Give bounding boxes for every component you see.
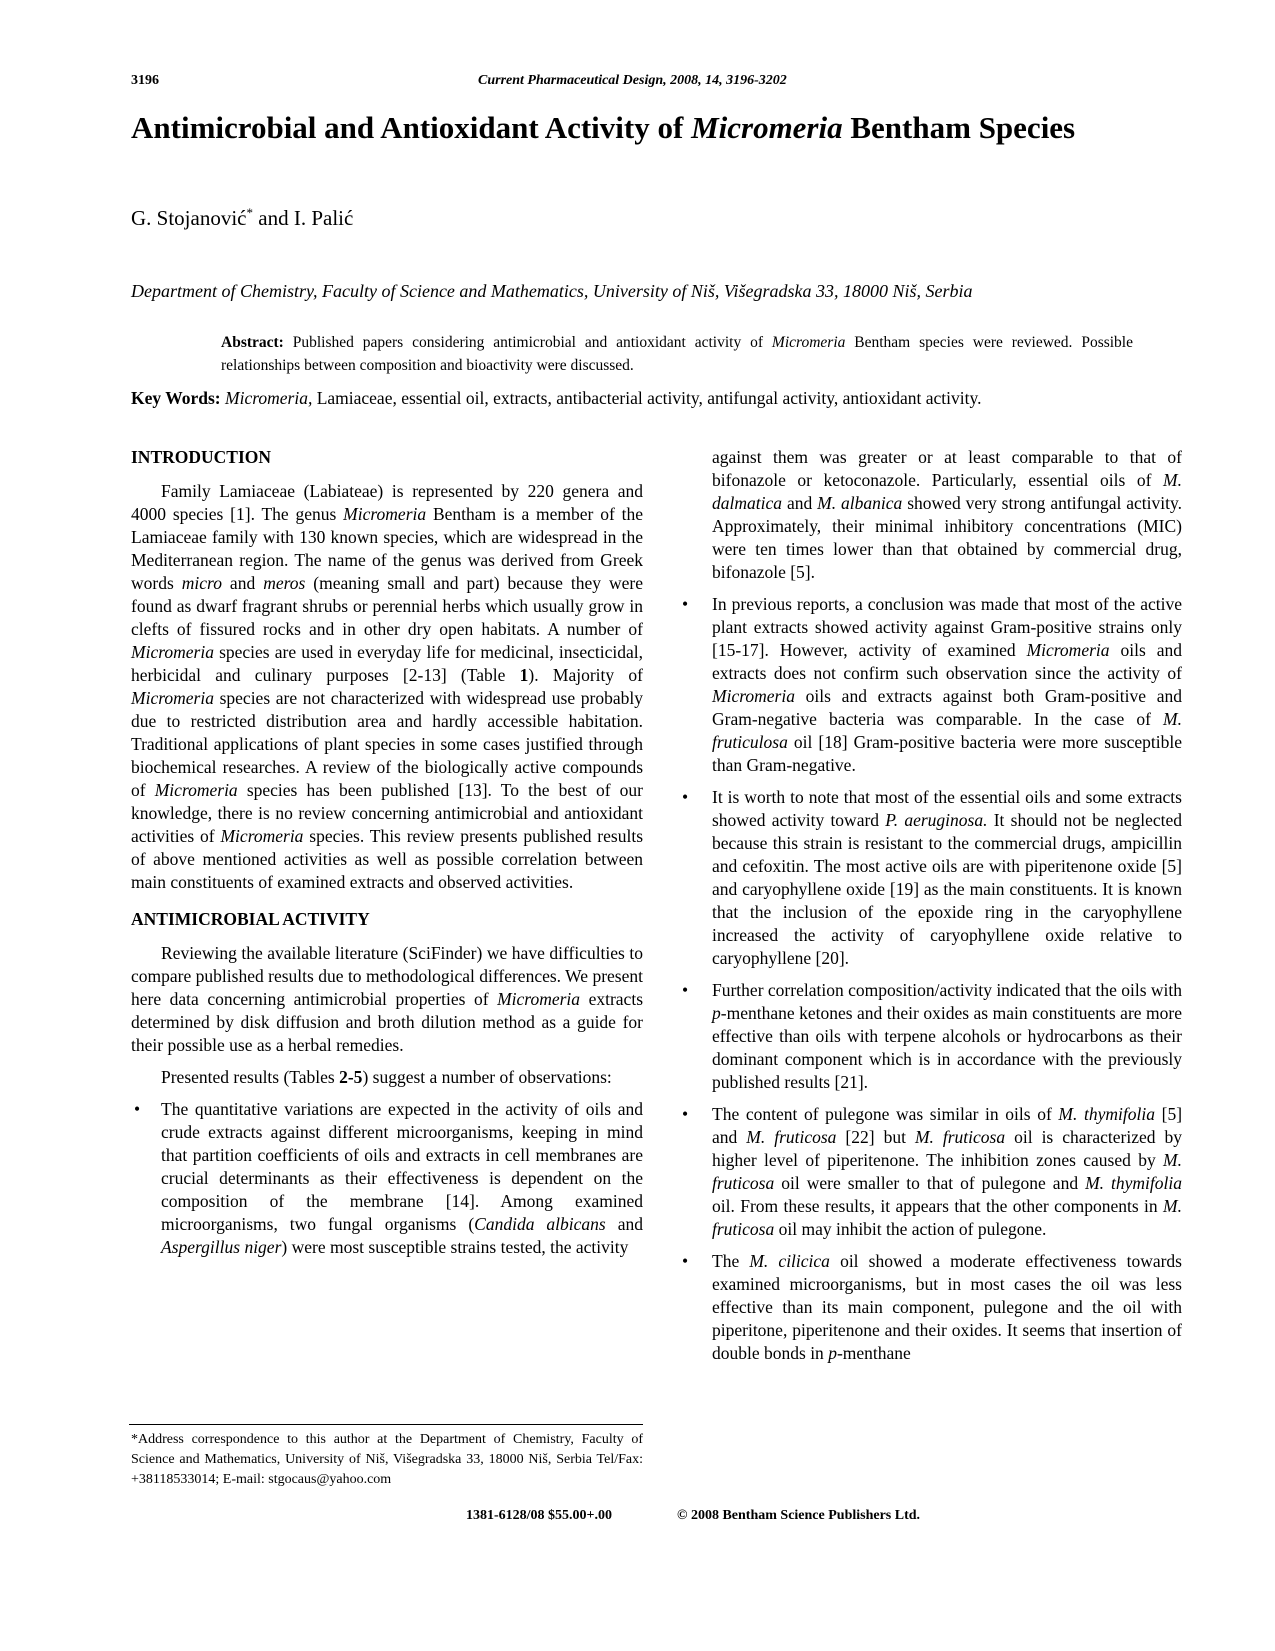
observation-item-2: • In previous reports, a conclusion was made that most of the active plant extracts showed activity against Gram-positive strains only [15-17]. However, activity of examined Micromeria oils and extracts does not confirm such observation since the activity of Micromeria oils and extracts against both Gram-positive and Gram-negative bacteria was comparable. In the case of M. fruticulosa oil [18] Gram-positive bacteria were more susceptible than Gram-negative. [682,594,1182,775]
bullet-marker: • [682,594,689,614]
bullet-marker: • [134,1099,141,1119]
keywords [131,388,981,409]
right-column [670,446,1182,1374]
journal-volume: 14 [705,73,720,88]
observation-item-5: • The content of pulegone was similar in oils of M. thymifolia [5] and M. fruticosa [22] but M. fruticosa oil is characterized by higher level of piperitenone. The inhibition zones caused by M. fruticosa oil were smaller to that of pulegone and M. thymifolia oil. From these results, it appears that the other components in M. fruticosa oil may inhibit the action of pulegone. [682,1104,1183,1239]
title-text-end: Bentham Species [842,110,1076,145]
bullet-marker: • [682,980,689,1000]
antimicrobial-paragraph-1: Reviewing the available literature (SciFinder) we have difficulties to compare published results due to methodological differences. We present here data concerning antimicrobial properties of Micromeria extracts determined by disk diffusion and broth dilution method as a guide for their possible use as a herbal remedies. [131,943,643,1055]
journal-pages: 3196-3202 [726,73,787,88]
abstract-label: Abstract: [221,334,284,351]
bullet-marker: • [682,787,689,807]
observation-item-6: • The M. cilicica oil showed a moderate effectiveness towards examined microorganisms, but in most cases the oil was less effective than its main component, pulegone and the oil with piperitone, piperitenone and their oxides. It seems that insertion of double bonds in p-menthane [682,1251,1182,1363]
observation-item-1-continued: against them was greater or at least comparable to that of bifonazole or ketoconazole. Particularly, essential oils of M. dalmatica and M. albanica showed very strong antifungal activity. Approximately, their minimal inhibitory concentrations (MIC) were ten times lower than that obtained by commercial drug, bifonazole [5]. [712,447,1182,582]
correspondence-footnote: *Address correspondence to this author at the Department of Chemistry, Faculty of Science and Mathematics, University of Niš, Višegradska 33, 18000 Niš, Serbia Tel/Fax: +38118533014; E-mail: stgocaus@yahoo.com [131,1432,643,1487]
abstract-text: Published papers considering antimicrobial and antioxidant activity of [283,334,772,351]
journal-year: 2008 [670,73,699,88]
corresponding-marker: * [246,205,253,220]
observations-list-continued [670,446,1182,1365]
abstract-genus: Micromeria [771,334,846,351]
bullet-marker: • [682,1251,689,1271]
observation-item-3: • It is worth to note that most of the essential oils and some extracts showed activity toward P. aeruginosa. It should not be neglected because this strain is resistant to the commercial drugs, ampicillin and cefoxitin. The most active oils are with piperitenone oxide [5] and caryophyllene oxide [19] as the main constituents. It is known that the inclusion of the epoxide ring in the caryophyllene increased the activity of caryophyllene oxide relative to caryophyllene [20]. [682,787,1183,968]
bullet-marker: • [682,1104,689,1124]
footnote-divider [129,1424,643,1425]
antimicrobial-heading: ANTIMICROBIAL ACTIVITY [131,909,370,929]
authors [131,204,353,232]
author-conjunction: and [253,206,294,230]
copyright: © 2008 Bentham Science Publishers Ltd. [677,1508,921,1523]
antimicrobial-paragraph-2: Presented results (Tables 2-5) suggest a number of observations: [161,1067,612,1087]
title-genus: Micromeria [691,110,843,145]
observations-list [131,1098,643,1259]
introduction-heading: INTRODUCTION [131,447,272,467]
abstract [221,331,1133,377]
keyword-genus: Micromeria, [225,388,313,408]
keywords-list: Lamiaceae, essential oil, extracts, antibacterial activity, antifungal activity, antioxidant activity. [312,388,982,408]
abstract-text-end: Bentham species were reviewed. Possible relationships between composition and bioactivity were discussed. [221,334,1133,374]
journal-name: Current Pharmaceutical Design [478,73,664,88]
title-text: Antimicrobial and Antioxidant Activity of [131,110,692,145]
author-2: I. Palić [293,206,354,230]
left-column [131,446,643,1268]
observation-item-4: • Further correlation composition/activity indicated that the oils with p-menthane ketones and their oxides as main constituents are more effective than oils with terpene alcohols or hydrocarbons as their dominant component which is in accordance with the previously published results [21]. [682,980,1182,1092]
keywords-label: Key Words: [131,388,221,408]
observation-item-1: • The quantitative variations are expected in the activity of oils and crude extracts against different microorganisms, keeping in mind that partition coefficients of oils and extracts in cell membranes are crucial determinants as their effectiveness is dependent on the composition of the membrane [14]. Among examined microorganisms, two fungal organisms (Candida albicans and Aspergillus niger) were most susceptible strains tested, the activity [134,1099,643,1257]
introduction-paragraph: Family Lamiaceae (Labiateae) is represented by 220 genera and 4000 species [1]. The genus Micromeria Bentham is a member of the Lamiaceae family with 130 known species, which are widespread in the Mediterranean region. The name of the genus was derived from Greek words micro and meros (meaning small and part) because they were found as dwarf fragrant shrubs or perennial herbs which usually grow in clefts of fissured rocks and in other dry open habitats. A number of Micromeria species are used in everyday life for medicinal, insecticidal, herbicidal and culinary purposes [2-13] (Table 1). Majority of Micromeria species are not characterized with widespread use probably due to restricted distribution area and hardly accessible habitation. Traditional applications of plant species in some cases justified through biochemical researches. A review of the biologically active compounds of Micromeria species has been published [13]. To the best of our knowledge, there is no review concerning antimicrobial and antioxidant activities of Micromeria species. This review presents published results of above mentioned activities as well as possible correlation between main constituents of examined extracts and observed activities. [131,481,644,892]
journal-citation: Current Pharmaceutical Design, 2008, 14, 3196-3202 [478,73,787,88]
page-number: 3196 [131,73,159,88]
affiliation: Department of Chemistry, Faculty of Science and Mathematics, University of Niš, Višegradska 33, 18000 Niš, Serbia [131,281,973,301]
paper-title [131,108,1191,148]
issn-price: 1381-6128/08 $55.00+.00 [466,1508,613,1523]
author-1: G. Stojanović [131,206,247,230]
